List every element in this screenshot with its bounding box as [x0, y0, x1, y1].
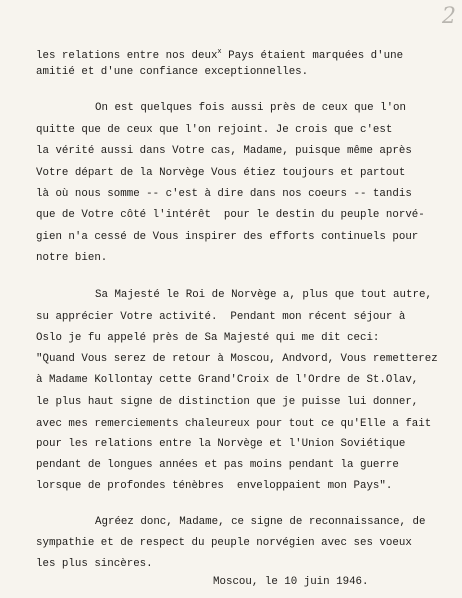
text-line: su apprécier Votre activité. Pendant mon récent séjour à: [36, 311, 406, 323]
date-line: Moscou, le 10 juin 1946.: [213, 576, 369, 588]
text-fragment: Pays étaient marquées d'une: [221, 50, 404, 62]
text-line: amitié et d'une confiance exceptionnelles.: [36, 66, 309, 78]
text-line: pendant de longues années et pas moins pendant la guerre: [36, 459, 399, 471]
text-line: Votre départ de la Norvège Vous étiez toujours et partout: [36, 167, 406, 179]
text-fragment: les relations entre nos deux: [36, 50, 218, 62]
superscript-mark: x: [217, 48, 222, 56]
text-line: gien n'a cessé de Vous inspirer des efforts continuels pour: [36, 231, 419, 243]
text-line: pour les relations entre la Norvège et l'Union Soviétique: [36, 438, 406, 450]
text-line: quitte que de ceux que l'on rejoint. Je crois que c'est: [36, 124, 393, 136]
text-line: Oslo je fu appelé près de Sa Majesté qui me dit ceci:: [36, 332, 380, 344]
text-line: lorsque de profondes ténèbres enveloppaient mon Pays".: [36, 480, 393, 492]
text-line: avec mes remerciements chaleureux pour tout ce qu'Elle a fait: [36, 418, 432, 430]
text-line: [36, 46, 403, 62]
page-number: 2: [442, 4, 456, 29]
text-line: les plus sincères.: [36, 558, 153, 570]
text-line: On est quelques fois aussi près de ceux que l'on: [95, 102, 407, 114]
text-line: notre bien.: [36, 252, 108, 264]
text-line: que de Votre côté l'intérêt pour le destin du peuple norvé-: [36, 209, 425, 221]
text-line: "Quand Vous serez de retour à Moscou, Andvord, Vous remetterez: [36, 353, 438, 365]
text-line: à Madame Kollontay cette Grand'Croix de l'Ordre de St.Olav,: [36, 374, 419, 386]
text-line: sympathie et de respect du peuple norvégien avec ses voeux: [36, 537, 412, 549]
text-line: Sa Majesté le Roi de Norvège a, plus que tout autre,: [95, 289, 432, 301]
text-line: la vérité aussi dans Votre cas, Madame, puisque même après: [36, 145, 412, 157]
text-line: là où nous somme -- c'est à dire dans nos coeurs -- tandis: [36, 188, 412, 200]
text-line: Agréez donc, Madame, ce signe de reconnaissance, de: [95, 516, 426, 528]
text-line: le plus haut signe de distinction que je puisse lui donner,: [36, 396, 419, 408]
